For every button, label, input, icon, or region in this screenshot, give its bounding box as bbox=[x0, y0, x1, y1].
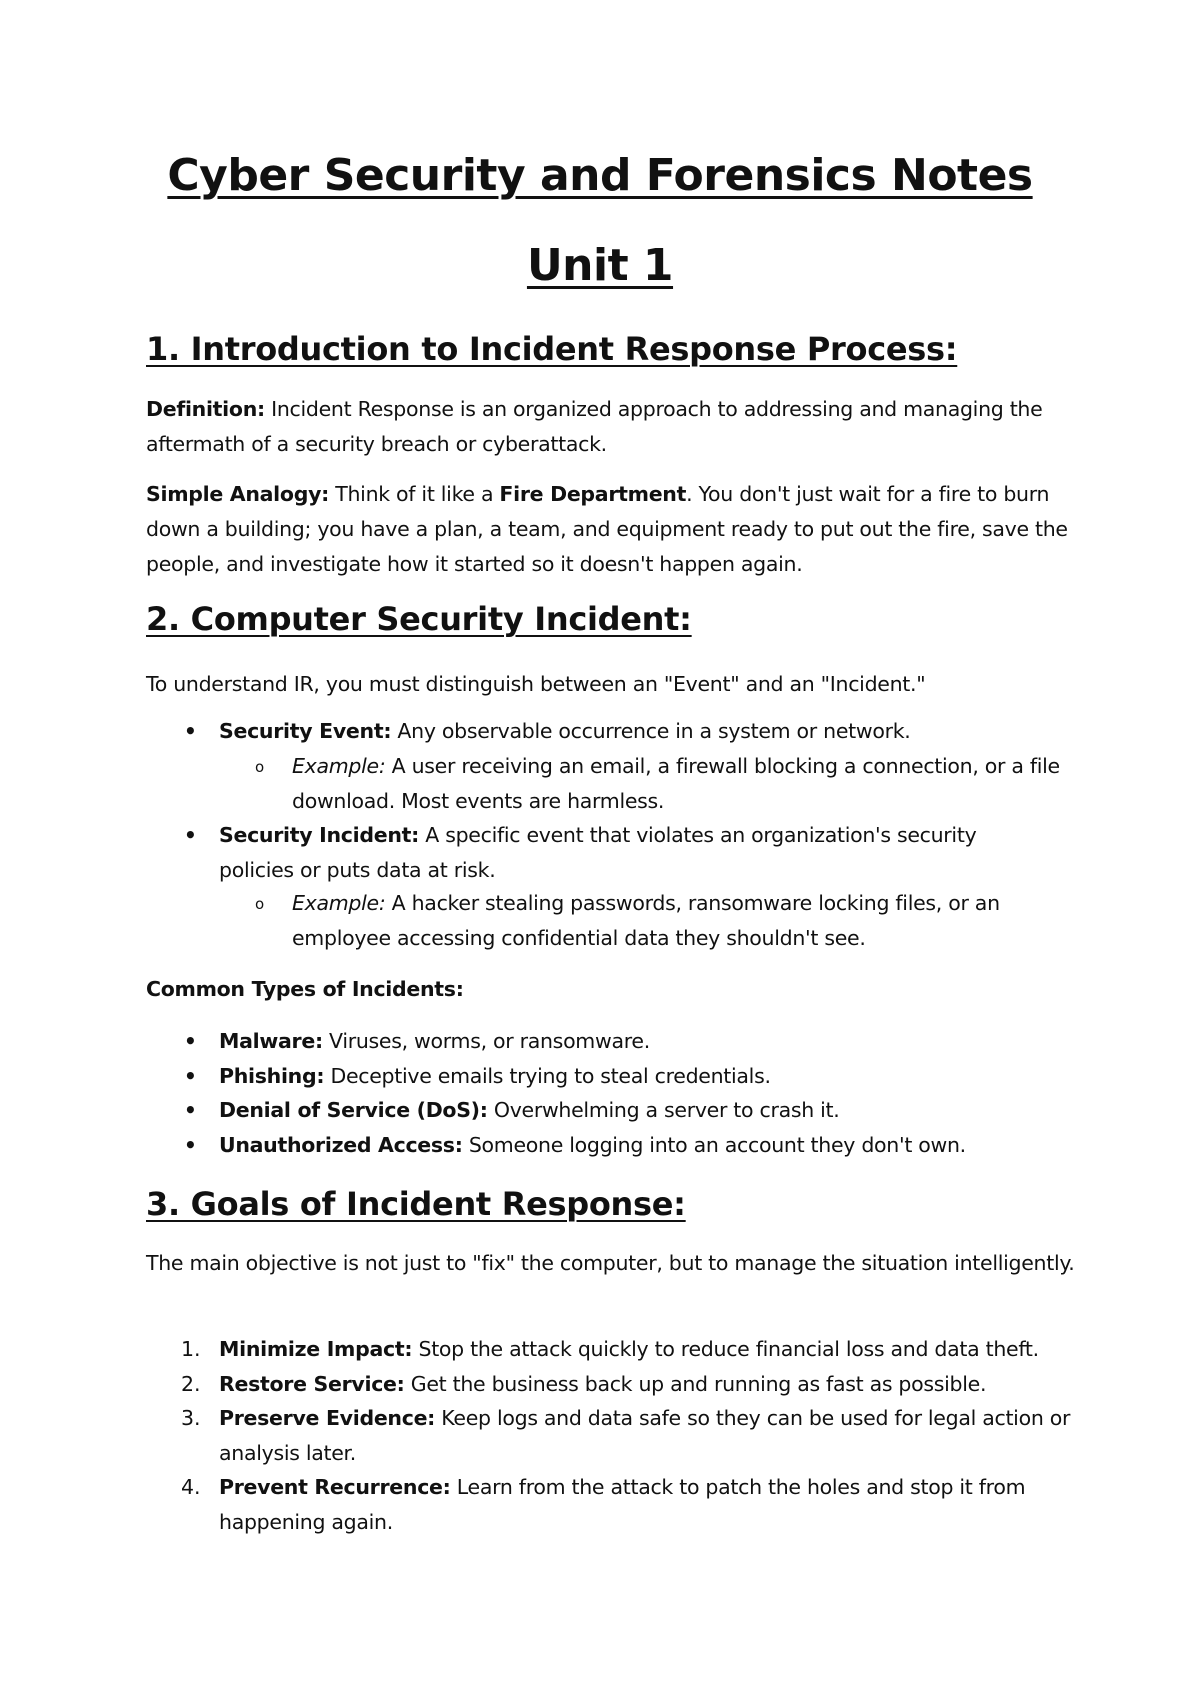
bullet-icon: • bbox=[184, 1064, 197, 1088]
security-event-item bbox=[219, 714, 1099, 749]
bullet-icon: • bbox=[184, 1133, 197, 1157]
goal-number: 4. bbox=[181, 1475, 201, 1499]
goal-text: Get the business back up and running as fast as possible. bbox=[404, 1372, 987, 1396]
types-heading bbox=[146, 972, 1076, 1007]
goal-text: Learn from the attack to patch the holes and stop it from happening again. bbox=[219, 1475, 1026, 1534]
incident-type-text: Viruses, worms, or ransomware. bbox=[322, 1029, 650, 1053]
incident-type-label: Denial of Service (DoS): bbox=[219, 1098, 488, 1122]
incident-type-label: Phishing: bbox=[219, 1064, 325, 1088]
incident-type-item bbox=[219, 1024, 1099, 1059]
security-event-label: Security Event: bbox=[219, 719, 392, 743]
goal-text: Stop the attack quickly to reduce financial loss and data theft. bbox=[412, 1337, 1039, 1361]
incident-type-item bbox=[219, 1059, 1099, 1094]
security-incident-example bbox=[292, 886, 1062, 956]
bullet-icon: • bbox=[184, 1098, 197, 1122]
goal-item bbox=[219, 1332, 1099, 1367]
section-3-heading: 3. Goals of Incident Response: bbox=[146, 1185, 686, 1223]
goal-number: 1. bbox=[181, 1337, 201, 1361]
section-2-intro: To understand IR, you must distinguish between an "Event" and an "Incident." bbox=[146, 672, 926, 696]
security-event-text: Any observable occurrence in a system or network. bbox=[391, 719, 911, 743]
sub-bullet-icon: o bbox=[255, 895, 265, 913]
unit-title: Unit 1 bbox=[526, 240, 674, 291]
incident-type-text: Overwhelming a server to crash it. bbox=[487, 1098, 840, 1122]
goal-label: Prevent Recurrence: bbox=[219, 1475, 451, 1499]
example-label: Example: bbox=[292, 891, 386, 915]
security-incident-item bbox=[219, 818, 1019, 888]
security-event-example-text: A user receiving an email, a firewall blocking a connection, or a file download. Most events are harmless. bbox=[292, 754, 1060, 813]
goal-label: Minimize Impact: bbox=[219, 1337, 413, 1361]
analogy-text-2: . You don't just wait for a fire to burn down a building; you have a plan, a team, and equipment ready to put out the fire, save the people, and investigate how it started so it doesn't happen again. bbox=[146, 482, 1068, 576]
goal-item bbox=[219, 1470, 1079, 1540]
example-label: Example: bbox=[292, 754, 386, 778]
security-incident-label: Security Incident: bbox=[219, 823, 420, 847]
incident-type-label: Malware: bbox=[219, 1029, 323, 1053]
analogy-paragraph bbox=[146, 477, 1076, 582]
document-title: Cyber Security and Forensics Notes bbox=[167, 150, 1033, 201]
incident-type-item bbox=[219, 1128, 1099, 1163]
bullet-icon: • bbox=[184, 823, 197, 847]
goal-number: 2. bbox=[181, 1372, 201, 1396]
goal-label: Restore Service: bbox=[219, 1372, 405, 1396]
analogy-text-1: Think of it like a bbox=[329, 482, 500, 506]
section-1-heading: 1. Introduction to Incident Response Process: bbox=[146, 330, 958, 368]
incident-type-text: Someone logging into an account they don't own. bbox=[462, 1133, 966, 1157]
types-heading-label: Common Types of Incidents: bbox=[146, 977, 464, 1001]
sub-bullet-icon: o bbox=[255, 758, 265, 776]
analogy-label: Simple Analogy: bbox=[146, 482, 330, 506]
goal-number: 3. bbox=[181, 1406, 201, 1430]
bullet-icon: • bbox=[184, 1029, 197, 1053]
definition-text: Incident Response is an organized approach to addressing and managing the aftermath of a security breach or cyberattack. bbox=[146, 397, 1043, 456]
security-incident-example-text: A hacker stealing passwords, ransomware locking files, or an employee accessing confidential data they shouldn't see. bbox=[292, 891, 1000, 950]
goal-item bbox=[219, 1401, 1079, 1471]
bullet-icon: • bbox=[184, 719, 197, 743]
section-2-heading: 2. Computer Security Incident: bbox=[146, 600, 692, 638]
security-event-example bbox=[292, 749, 1062, 819]
goal-text: Keep logs and data safe so they can be used for legal action or analysis later. bbox=[219, 1406, 1071, 1465]
goal-item bbox=[219, 1367, 1099, 1402]
security-incident-text: A specific event that violates an organization's security policies or puts data at risk. bbox=[219, 823, 977, 882]
incident-type-text: Deceptive emails trying to steal credentials. bbox=[324, 1064, 771, 1088]
incident-type-label: Unauthorized Access: bbox=[219, 1133, 463, 1157]
definition-label: Definition: bbox=[146, 397, 265, 421]
definition-paragraph bbox=[146, 392, 1076, 462]
incident-type-item bbox=[219, 1093, 1099, 1128]
goal-label: Preserve Evidence: bbox=[219, 1406, 436, 1430]
analogy-bold: Fire Department bbox=[499, 482, 687, 506]
section-3-intro: The main objective is not just to "fix" the computer, but to manage the situation intelligently. bbox=[146, 1251, 1075, 1275]
